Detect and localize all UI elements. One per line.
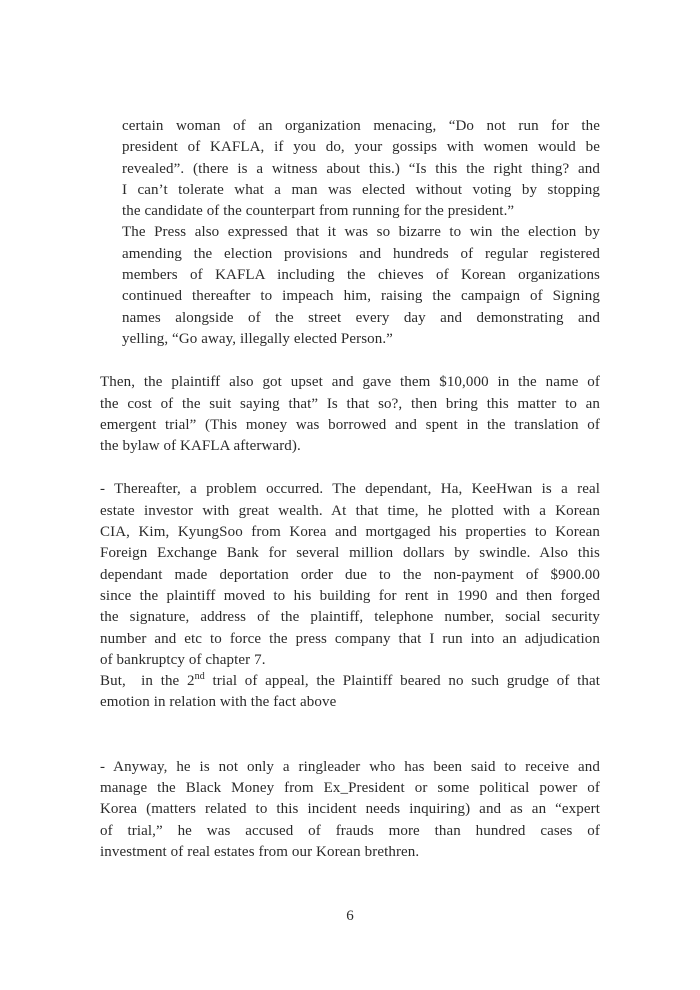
- text-line: names alongside of the street every day and demonstrating and: [122, 309, 600, 326]
- text-line: president of KAFLA, if you do, your gossips with women would be: [122, 139, 600, 156]
- text-line: the candidate of the counterpart from running for the president.”: [122, 203, 515, 220]
- text-line: members of KAFLA including the chieves of Korean organizations: [122, 267, 600, 284]
- text-line: number and etc to force the press company that I run into an adjudication: [100, 630, 600, 647]
- text-line: - Anyway, he is not only a ringleader who has been said to receive and: [100, 758, 600, 775]
- text-line: continued thereafter to impeach him, raising the campaign of Signing: [122, 288, 600, 305]
- text-line: I can’t tolerate what a man was elected without voting by stopping: [122, 181, 600, 198]
- text-line: CIA, Kim, KyungSoo from Korea and mortgaged his properties to Korean: [100, 524, 600, 541]
- text-line: investment of real estates from our Korean brethren.: [100, 843, 420, 860]
- paragraph: [100, 671, 600, 714]
- text-line: revealed”. (there is a witness about this.) “Is this the right thing? and: [122, 160, 600, 177]
- text-line: estate investor with great wealth. At that time, he plotted with a Korean: [100, 502, 600, 519]
- text-line: amending the election provisions and hundreds of regular registered: [122, 245, 600, 262]
- text-line: the bylaw of KAFLA afterward).: [100, 438, 301, 455]
- ordinal-superscript: nd: [194, 671, 205, 683]
- paragraph: [100, 479, 600, 671]
- anyway-paragraph: [100, 757, 600, 863]
- paragraph: [100, 757, 600, 863]
- text-area: [100, 116, 600, 863]
- text-run: trial of appeal, the Plaintiff beared no such grudge of that: [204, 673, 600, 690]
- thereafter-paragraph: [100, 479, 600, 713]
- text-line: - Thereafter, a problem occurred. The dependant, Ha, KeeHwan is a real: [100, 481, 600, 498]
- text-line: the cost of the suit saying that” Is that so?, then bring this matter to an: [100, 395, 600, 412]
- text-line: emotion in relation with the fact above: [100, 694, 337, 711]
- text-line: Korea (matters related to this incident needs inquiring) and as an “expert: [100, 801, 600, 818]
- settlement-paragraph: [100, 372, 600, 457]
- text-line: [100, 671, 600, 692]
- text-line: of bankruptcy of chapter 7.: [100, 651, 266, 668]
- text-run: But, in the 2: [100, 673, 195, 690]
- text-line: certain woman of an organization menacing, “Do not run for the: [122, 118, 600, 134]
- text-line: since the plaintiff moved to his building for rent in 1990 and then forged: [100, 587, 600, 604]
- text-line: of trial,” he was accused of frauds more than hundred cases of: [100, 822, 600, 839]
- text-line: dependant made deportation order due to the non-payment of $900.00: [100, 566, 600, 583]
- quoted-statement-block: [122, 116, 600, 350]
- page-number: 6: [346, 908, 354, 924]
- paragraph: [122, 222, 600, 350]
- text-line: The Press also expressed that it was so bizarre to win the election by: [122, 224, 600, 241]
- text-line: yelling, “Go away, illegally elected Person.”: [122, 330, 393, 347]
- text-line: Foreign Exchange Bank for several million dollars by swindle. Also this: [100, 545, 600, 562]
- text-line: manage the Black Money from Ex_President or some political power of: [100, 780, 600, 797]
- text-line: emergent trial” (This money was borrowed and spent in the translation of: [100, 416, 600, 433]
- text-line: Then, the plaintiff also got upset and gave them $10,000 in the name of: [100, 374, 600, 391]
- paragraph: [122, 116, 600, 222]
- text-line: the signature, address of the plaintiff, telephone number, social security: [100, 609, 600, 626]
- paragraph: [100, 372, 600, 457]
